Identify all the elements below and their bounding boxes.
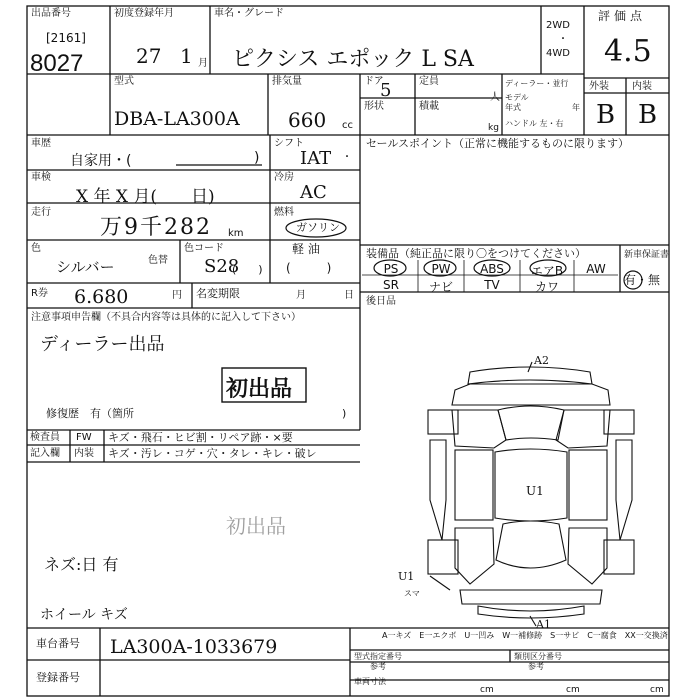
first-reg-label: 初度登録年月 [114, 8, 174, 19]
equip-tv: TV [484, 278, 500, 292]
door-label: ドア [364, 76, 384, 87]
equip-aw: AW [586, 262, 606, 276]
dimensions-label: 車両寸法 [354, 677, 386, 686]
equip-pw: PW [431, 262, 451, 276]
score-value: 4.5 [604, 34, 652, 69]
ac-value: AC [300, 182, 327, 203]
drive-dot: ・ [558, 34, 568, 45]
capacity-label: 定員 [419, 76, 439, 87]
recycle-value: 6.680 [74, 286, 129, 308]
equip-airbag: エアB [530, 264, 564, 278]
drive-2wd: 2WD [546, 20, 570, 31]
load-unit: kg [488, 123, 499, 133]
faded-stamp: 初出品 [226, 514, 286, 538]
type-cert-ref: 参考 [370, 662, 386, 671]
registration-label: 登録番号 [36, 671, 80, 684]
dimension-cm-2: cm [566, 685, 580, 695]
shift-label: シフト [274, 138, 304, 149]
sales-point-label: セールスポイント（正常に機能するものに限ります） [366, 137, 630, 150]
inspector-row-2: キズ・汚レ・コゲ・穴・タレ・キレ・破レ [108, 447, 317, 460]
displacement-label: 排気量 [272, 76, 302, 87]
name-change-label: 名変期限 [196, 287, 240, 300]
type-value: DBA-LA300A [114, 108, 240, 130]
recycle-label: R券 [31, 288, 48, 299]
model-year-label: モデル [505, 93, 529, 102]
type-cert-label: 型式指定番号 [354, 652, 402, 661]
recycle-unit: 円 [172, 290, 182, 301]
color-code-value: S28 [204, 256, 240, 277]
fuel-gasoline: ガソリン [296, 221, 340, 234]
shift-value: IAT [300, 148, 332, 169]
score-label: 評価点 [598, 9, 647, 23]
dimension-cm-3: cm [650, 685, 664, 695]
exterior-label: 外装 [589, 81, 609, 92]
mark-sma: スマ [404, 589, 420, 598]
repair-history-close: ) [342, 407, 347, 420]
remark-2: ホイール キズ [40, 607, 128, 623]
model-grade-value: ピクシス エポック L SA [232, 47, 474, 72]
inspector-interior: 内装 [74, 448, 94, 459]
inspector-label-1: 検査員 [30, 432, 60, 443]
color-label: 色 [31, 243, 41, 254]
inspector-row-1: キズ・飛石・ヒビ割・リペア跡・×要 [108, 431, 293, 444]
exterior-grade: B [596, 100, 616, 130]
color-change-label: 色替 [148, 255, 168, 266]
history-label: 車歴 [31, 138, 51, 149]
displacement-unit: cc [342, 120, 353, 131]
fuel-other: ( ) [286, 261, 332, 275]
model-year-label-2: 年式 [505, 103, 521, 112]
interior-grade: B [638, 100, 658, 130]
dealer-label: ディーラー・並行 [505, 79, 569, 88]
history-close: ) [254, 150, 260, 166]
mark-a1: A1 [536, 618, 551, 631]
drive-4wd: 4WD [546, 48, 570, 59]
equip-abs: ABS [480, 262, 504, 276]
mark-u1-left: U1 [398, 570, 415, 583]
later-items-label: 後日品 [366, 296, 396, 307]
fuel-label: 燃料 [274, 207, 294, 218]
capacity-unit: 人 [490, 92, 500, 103]
mark-u1-roof: U1 [526, 484, 544, 498]
fuel-diesel: 軽 油 [292, 242, 320, 256]
equip-sr: SR [383, 278, 399, 292]
equip-leather: カワ [534, 280, 559, 294]
equip-ps: PS [383, 262, 399, 276]
warranty-value: 有・無 [624, 273, 661, 287]
notes-line-1: ディーラー出品 [40, 334, 165, 355]
inspector-fw: FW [76, 432, 92, 443]
load-label: 積載 [419, 101, 439, 112]
lot-number: 8027 [30, 50, 84, 77]
handle-label: ハンドル 左・右 [505, 119, 564, 128]
mileage-value: 万9千282 [100, 215, 212, 240]
remark-1: ネズ:日 有 [44, 555, 119, 574]
inspector-label-2: 記入欄 [30, 448, 60, 459]
equipment-label: 装備品（純正品に限り〇をつけてください） [366, 247, 586, 260]
color-code-paren: ( ) [232, 263, 263, 276]
inspection-label: 車検 [31, 172, 51, 183]
first-reg-year: 27 [136, 44, 162, 68]
ac-label: 冷房 [274, 172, 294, 183]
inspection-value: X 年 X 月( 日) [76, 187, 215, 207]
color-value: シルバー [56, 258, 115, 276]
first-reg-month: 1 [180, 44, 193, 68]
name-change-month: 月 [296, 290, 306, 301]
shift-dot: ・ [342, 152, 352, 163]
door-value: 5 [380, 80, 392, 101]
color-code-label: 色コード [184, 243, 224, 254]
mileage-unit: km [228, 228, 244, 239]
lot-small-number: [2161] [46, 31, 86, 45]
shape-label: 形状 [364, 101, 384, 112]
interior-label: 内装 [632, 81, 652, 92]
equip-navi: ナビ [428, 280, 453, 294]
type-label: 型式 [114, 76, 134, 87]
model-year-unit: 年 [572, 103, 580, 112]
lot-label: 出品番号 [31, 8, 71, 19]
warranty-label: 新車保証書 [624, 250, 670, 260]
first-listing-stamp: 初出品 [226, 376, 293, 402]
chassis-value: LA300A-1033679 [110, 636, 278, 658]
displacement-value: 660 [288, 108, 327, 132]
model-grade-label: 車名・グレード [214, 8, 284, 19]
mileage-label: 走行 [31, 207, 51, 218]
history-value: 自家用・( [70, 153, 132, 169]
notes-label: 注意事項申告欄（不具合内容等は具体的に記入して下さい） [31, 312, 301, 323]
mark-a2: A2 [534, 354, 549, 367]
category-label: 類別区分番号 [514, 652, 562, 661]
damage-legend: A一キズ E一エクボ U一凹み W一補修跡 S一サビ C一腐食 XX一交換済 [382, 631, 668, 640]
name-change-day: 日 [344, 290, 354, 301]
repair-history-label: 修復歴 有（箇所 [46, 407, 134, 420]
chassis-label: 車台番号 [36, 637, 80, 650]
dimension-cm-1: cm [480, 685, 494, 695]
first-reg-month-unit: 月 [198, 58, 208, 69]
category-ref: 参考 [528, 662, 544, 671]
